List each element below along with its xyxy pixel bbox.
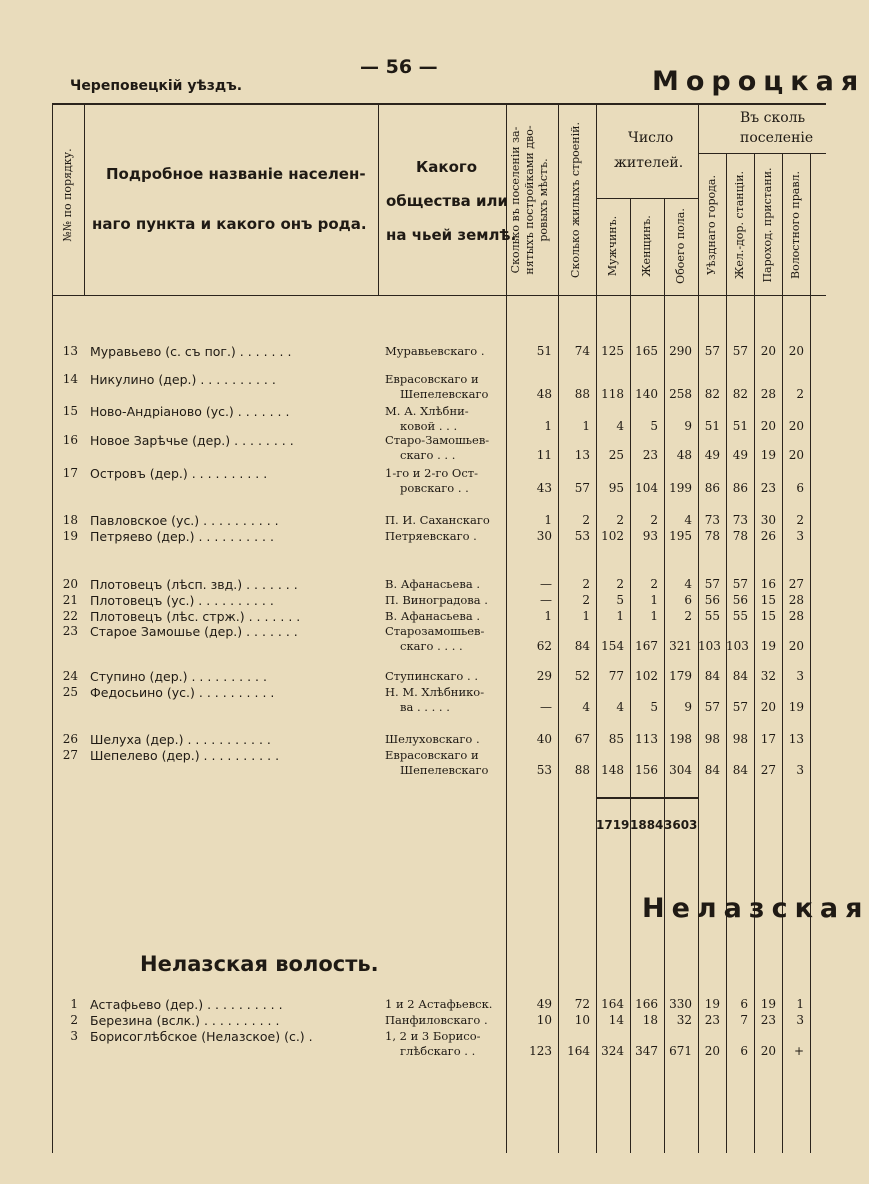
cell-yards: 1 — [544, 609, 552, 623]
cell-d2: 56 — [732, 593, 748, 607]
col-yards-header-2: нятыхъ постройками дво- — [523, 125, 536, 275]
society-line-1: Муравьевскаго . — [385, 344, 485, 358]
society-line-1: П. И. Саханскаго — [385, 513, 490, 527]
cell-f: 1 — [650, 609, 658, 623]
cell-d4: 28 — [788, 609, 804, 623]
cell-m: 118 — [601, 387, 624, 401]
cell-d4: 2 — [796, 513, 804, 527]
col-population-header-2: жителей. — [614, 155, 684, 171]
row-number: 20 — [62, 577, 78, 591]
col-border-8 — [698, 103, 699, 1153]
row-number: 3 — [70, 1029, 78, 1043]
society-line-2: глѣбскаго . . — [400, 1044, 476, 1058]
row-number: 19 — [62, 529, 78, 543]
cell-d1: 23 — [704, 1013, 720, 1027]
cell-f: 23 — [642, 448, 658, 462]
row-number: 1 — [70, 997, 78, 1011]
cell-f: 18 — [642, 1013, 658, 1027]
cell-d1: 84 — [704, 763, 720, 777]
header-bottom-rule — [52, 295, 826, 296]
settlement-name: Старое Замошье (дер.) . . . . . . . — [90, 624, 298, 639]
cell-d2: 73 — [732, 513, 748, 527]
pop-subheader-rule — [596, 198, 698, 199]
society-line-1: В. Афанасьева . — [385, 609, 480, 623]
cell-d3: 19 — [760, 997, 776, 1011]
cell-d2: 57 — [732, 577, 748, 591]
row-number: 25 — [62, 685, 78, 699]
totals-rule — [596, 797, 698, 799]
cell-bld: 1 — [582, 609, 590, 623]
cell-d1: 57 — [704, 344, 720, 358]
cell-f: 1 — [650, 593, 658, 607]
cell-d1: 103 — [698, 639, 721, 653]
settlement-name: Шелуха (дер.) . . . . . . . . . . . — [90, 732, 271, 747]
society-line-2: ровскаго . . — [400, 481, 469, 495]
cell-bld: 84 — [574, 639, 590, 653]
volost-title-top: Мороцкая — [652, 66, 866, 97]
cell-d2: 98 — [732, 732, 748, 746]
cell-d3: 23 — [760, 481, 776, 495]
col-border-12 — [810, 153, 811, 1153]
cell-m: 1 — [616, 609, 624, 623]
society-line-1: 1 и 2 Астафьевск. — [385, 997, 493, 1011]
cell-f: 93 — [642, 529, 658, 543]
volost-title-mid: Нелазская — [642, 893, 869, 924]
settlement-name: Никулино (дер.) . . . . . . . . . . — [90, 372, 276, 387]
cell-d2: 84 — [732, 763, 748, 777]
col-total-header: Обоего пола. — [674, 208, 687, 284]
cell-t: 4 — [684, 577, 692, 591]
col-distance-header-1: Въ сколь — [740, 110, 806, 126]
row-number: 22 — [62, 609, 78, 623]
col-border-1 — [84, 103, 85, 295]
cell-yards: 1 — [544, 419, 552, 433]
cell-d3: 32 — [760, 669, 776, 683]
cell-bld: 2 — [582, 577, 590, 591]
cell-d4: 1 — [796, 997, 804, 1011]
settlement-name: Островъ (дер.) . . . . . . . . . . — [90, 466, 268, 481]
cell-m: 164 — [601, 997, 624, 1011]
cell-d1: 84 — [704, 669, 720, 683]
row-number: 15 — [62, 404, 78, 418]
cell-d3: 26 — [760, 529, 776, 543]
col-border-3 — [506, 103, 507, 1153]
society-line-1: Еврасовскаго и — [385, 748, 479, 762]
cell-d1: 73 — [704, 513, 720, 527]
cell-m: 77 — [608, 669, 624, 683]
cell-t: 199 — [669, 481, 692, 495]
cell-d4: 28 — [788, 593, 804, 607]
row-number: 14 — [62, 372, 78, 386]
col-buildings-header: Сколько жилыхъ строеній. — [569, 122, 582, 278]
col-society-header-2: общества или — [386, 192, 508, 210]
cell-f: 2 — [650, 577, 658, 591]
society-line-1: 1-го и 2-го Ост- — [385, 466, 479, 480]
cell-f: 167 — [635, 639, 658, 653]
settlement-name: Шепелево (дер.) . . . . . . . . . . — [90, 748, 280, 763]
settlement-name: Новое Зарѣчье (дер.) . . . . . . . . — [90, 433, 294, 448]
society-line-1: Петряевскаго . — [385, 529, 477, 543]
row-number: 27 — [62, 748, 78, 762]
cell-yards: 11 — [536, 448, 552, 462]
cell-m: 2 — [616, 577, 624, 591]
cell-bld: 57 — [574, 481, 590, 495]
society-line-1: Старозамошьев- — [385, 624, 485, 638]
cell-d4: 2 — [796, 387, 804, 401]
cell-d3: 16 — [760, 577, 776, 591]
cell-d4: 6 — [796, 481, 804, 495]
settlement-name: Плотовецъ (ус.) . . . . . . . . . . — [90, 593, 274, 608]
cell-t: 290 — [669, 344, 692, 358]
settlement-name: Березина (вслк.) . . . . . . . . . . — [90, 1013, 280, 1028]
cell-bld: 52 — [574, 669, 590, 683]
society-line-1: Н. М. Хлѣбнико- — [385, 685, 485, 699]
cell-yards: 123 — [529, 1044, 552, 1058]
cell-d4: 27 — [788, 577, 804, 591]
settlement-name: Ново-Андріаново (ус.) . . . . . . . — [90, 404, 290, 419]
cell-d2: 78 — [732, 529, 748, 543]
cell-bld: 164 — [567, 1044, 590, 1058]
cell-m: 5 — [616, 593, 624, 607]
cell-m: 4 — [616, 700, 624, 714]
cell-d3: 23 — [760, 1013, 776, 1027]
col-society-header-1: Какого — [416, 158, 478, 176]
cell-yards: 43 — [536, 481, 552, 495]
cell-t: 9 — [684, 700, 692, 714]
row-number: 24 — [62, 669, 78, 683]
cell-yards: 48 — [536, 387, 552, 401]
society-line-2: Шепелевскаго — [400, 387, 489, 401]
col-name-header-2: наго пункта и какого онъ рода. — [92, 215, 367, 233]
cell-d4: 20 — [788, 344, 804, 358]
cell-d3: 30 — [760, 513, 776, 527]
cell-m: 125 — [601, 344, 624, 358]
cell-m: 2 — [616, 513, 624, 527]
cell-d2: 51 — [732, 419, 748, 433]
cell-d1: 20 — [704, 1044, 720, 1058]
district-title: Череповецкій уѣздъ. — [70, 78, 243, 94]
col-male-header: Мужчинъ. — [606, 215, 619, 277]
cell-f: 102 — [635, 669, 658, 683]
cell-d1: 57 — [704, 700, 720, 714]
col-town-header: Уѣзднаго города. — [705, 175, 718, 276]
cell-d4: 13 — [788, 732, 804, 746]
cell-t: 671 — [669, 1044, 692, 1058]
cell-d1: 98 — [704, 732, 720, 746]
col-order-header: №№ по порядку. — [61, 148, 74, 242]
cell-d2: 84 — [732, 669, 748, 683]
cell-d3: 27 — [760, 763, 776, 777]
cell-d4: 20 — [788, 448, 804, 462]
cell-yards: — — [540, 700, 552, 714]
row-number: 17 — [62, 466, 78, 480]
col-yards-header-3: ровыхъ мѣстъ. — [537, 158, 550, 242]
cell-d2: 57 — [732, 700, 748, 714]
cell-m: 154 — [601, 639, 624, 653]
cell-yards: 53 — [536, 763, 552, 777]
cell-d3: 20 — [760, 700, 776, 714]
cell-d4: 3 — [796, 529, 804, 543]
society-line-1: М. А. Хлѣбни- — [385, 404, 469, 418]
cell-d3: 19 — [760, 448, 776, 462]
cell-d2: 82 — [732, 387, 748, 401]
society-line-1: П. Виноградова . — [385, 593, 488, 607]
cell-yards: 51 — [536, 344, 552, 358]
cell-t: 32 — [676, 1013, 692, 1027]
col-border-0 — [52, 103, 53, 1153]
cell-m: 324 — [601, 1044, 624, 1058]
cell-bld: 1 — [582, 419, 590, 433]
cell-d2: 49 — [732, 448, 748, 462]
society-line-1: Панфиловскаго . — [385, 1013, 488, 1027]
cell-yards: 49 — [536, 997, 552, 1011]
cell-t: 4 — [684, 513, 692, 527]
cell-d2: 103 — [726, 639, 749, 653]
cell-t: 2 — [684, 609, 692, 623]
settlement-name: Плотовецъ (лѣс. стрж.) . . . . . . . — [90, 609, 301, 624]
cell-yards: 62 — [536, 639, 552, 653]
settlement-name: Борисоглѣбское (Нелазское) (с.) . — [90, 1029, 313, 1044]
cell-d2: 86 — [732, 481, 748, 495]
cell-d3: 28 — [760, 387, 776, 401]
society-line-2: ковой . . . — [400, 419, 458, 433]
cell-yards: — — [540, 593, 552, 607]
cell-t: 330 — [669, 997, 692, 1011]
section-title: Нелазская волость. — [140, 952, 379, 976]
cell-d1: 55 — [704, 609, 720, 623]
col-yards-header-1: Сколько въ поселеніи за- — [509, 126, 522, 274]
row-number: 13 — [62, 344, 78, 358]
cell-f: 347 — [635, 1044, 658, 1058]
cell-bld: 53 — [574, 529, 590, 543]
cell-d2: 6 — [740, 1044, 748, 1058]
cell-m: 85 — [608, 732, 624, 746]
col-female-header: Женщинъ. — [640, 215, 653, 277]
cell-f: 104 — [635, 481, 658, 495]
society-line-1: 1, 2 и 3 Борисо- — [385, 1029, 481, 1043]
cell-f: 5 — [650, 700, 658, 714]
society-line-2: скаго . . . — [400, 448, 456, 462]
cell-f: 166 — [635, 997, 658, 1011]
society-line-2: Шепелевскаго — [400, 763, 489, 777]
cell-t: 321 — [669, 639, 692, 653]
settlement-name: Ступино (дер.) . . . . . . . . . . — [90, 669, 267, 684]
cell-bld: 13 — [574, 448, 590, 462]
cell-t: 9 — [684, 419, 692, 433]
cell-bld: 88 — [574, 387, 590, 401]
cell-bld: 67 — [574, 732, 590, 746]
cell-d4: 20 — [788, 419, 804, 433]
cell-d3: 19 — [760, 639, 776, 653]
cell-yards: 30 — [536, 529, 552, 543]
col-volost-header: Волостного правл. — [789, 171, 802, 280]
cell-t: 195 — [669, 529, 692, 543]
cell-bld: 10 — [574, 1013, 590, 1027]
cell-d1: 49 — [704, 448, 720, 462]
cell-d4: 3 — [796, 1013, 804, 1027]
cell-d1: 19 — [704, 997, 720, 1011]
cell-d4: 3 — [796, 669, 804, 683]
cell-yards: 40 — [536, 732, 552, 746]
dist-subheader-rule — [698, 153, 826, 154]
cell-t: 6 — [684, 593, 692, 607]
cell-d3: 20 — [760, 1044, 776, 1058]
col-society-header-3: на чьей землѣ. — [386, 226, 517, 244]
cell-d4: + — [793, 1044, 804, 1058]
society-line-2: ва . . . . . — [400, 700, 450, 714]
cell-d1: 86 — [704, 481, 720, 495]
cell-m: 102 — [601, 529, 624, 543]
cell-m: 148 — [601, 763, 624, 777]
cell-yards: — — [540, 577, 552, 591]
col-border-4 — [558, 103, 559, 1153]
society-line-1: Ступинскаго . . — [385, 669, 478, 683]
cell-d1: 78 — [704, 529, 720, 543]
society-line-1: В. Афанасьева . — [385, 577, 480, 591]
settlement-name: Астафьево (дер.) . . . . . . . . . . — [90, 997, 283, 1012]
total-male: 1719 — [596, 818, 630, 832]
cell-d2: 57 — [732, 344, 748, 358]
cell-f: 5 — [650, 419, 658, 433]
settlement-name: Федосьино (ус.) . . . . . . . . . . — [90, 685, 275, 700]
row-number: 2 — [70, 1013, 78, 1027]
cell-m: 14 — [608, 1013, 624, 1027]
cell-m: 4 — [616, 419, 624, 433]
cell-d1: 82 — [704, 387, 720, 401]
cell-t: 198 — [669, 732, 692, 746]
cell-d3: 20 — [760, 419, 776, 433]
row-number: 16 — [62, 433, 78, 447]
total-both: 3603 — [664, 818, 698, 832]
cell-d1: 57 — [704, 577, 720, 591]
cell-d4: 19 — [788, 700, 804, 714]
cell-d3: 17 — [760, 732, 776, 746]
cell-bld: 4 — [582, 700, 590, 714]
society-line-1: Шелуховскаго . — [385, 732, 480, 746]
cell-d3: 20 — [760, 344, 776, 358]
row-number: 18 — [62, 513, 78, 527]
cell-f: 113 — [635, 732, 658, 746]
col-name-header-1: Подробное названіе населен- — [106, 165, 366, 183]
settlement-name: Павловское (ус.) . . . . . . . . . . — [90, 513, 279, 528]
cell-d1: 51 — [704, 419, 720, 433]
col-population-header-1: Число — [628, 130, 674, 146]
cell-bld: 2 — [582, 593, 590, 607]
cell-yards: 10 — [536, 1013, 552, 1027]
cell-t: 258 — [669, 387, 692, 401]
total-female: 1884 — [630, 818, 664, 832]
row-number: 23 — [62, 624, 78, 638]
cell-t: 48 — [676, 448, 692, 462]
cell-f: 140 — [635, 387, 658, 401]
cell-bld: 2 — [582, 513, 590, 527]
cell-bld: 74 — [574, 344, 590, 358]
col-border-2 — [378, 103, 379, 295]
cell-t: 304 — [669, 763, 692, 777]
cell-d3: 15 — [760, 609, 776, 623]
cell-yards: 1 — [544, 513, 552, 527]
cell-bld: 72 — [574, 997, 590, 1011]
table-top-rule — [52, 103, 826, 105]
col-distance-header-2: поселеніе — [740, 130, 814, 146]
page-number: — 56 — — [360, 56, 438, 78]
col-rail-header: Жел.-дор. станціи. — [733, 170, 746, 280]
row-number: 26 — [62, 732, 78, 746]
cell-f: 165 — [635, 344, 658, 358]
society-line-1: Старо-Замошьев- — [385, 433, 490, 447]
cell-d2: 6 — [740, 997, 748, 1011]
settlement-name: Муравьево (с. съ пог.) . . . . . . . — [90, 344, 292, 359]
row-number: 21 — [62, 593, 78, 607]
cell-d3: 15 — [760, 593, 776, 607]
cell-bld: 88 — [574, 763, 590, 777]
cell-m: 25 — [608, 448, 624, 462]
cell-f: 156 — [635, 763, 658, 777]
cell-d1: 56 — [704, 593, 720, 607]
cell-d4: 20 — [788, 639, 804, 653]
cell-t: 179 — [669, 669, 692, 683]
cell-m: 95 — [608, 481, 624, 495]
cell-d2: 55 — [732, 609, 748, 623]
settlement-name: Петряево (дер.) . . . . . . . . . . — [90, 529, 274, 544]
col-border-5 — [596, 103, 597, 1153]
settlement-name: Плотовецъ (лѣсп. звд.) . . . . . . . — [90, 577, 298, 592]
cell-d4: 3 — [796, 763, 804, 777]
col-pier-header: Пароход. пристани. — [761, 167, 774, 283]
cell-yards: 29 — [536, 669, 552, 683]
society-line-1: Еврасовскаго и — [385, 372, 479, 386]
society-line-2: скаго . . . . — [400, 639, 463, 653]
cell-d2: 7 — [740, 1013, 748, 1027]
cell-f: 2 — [650, 513, 658, 527]
